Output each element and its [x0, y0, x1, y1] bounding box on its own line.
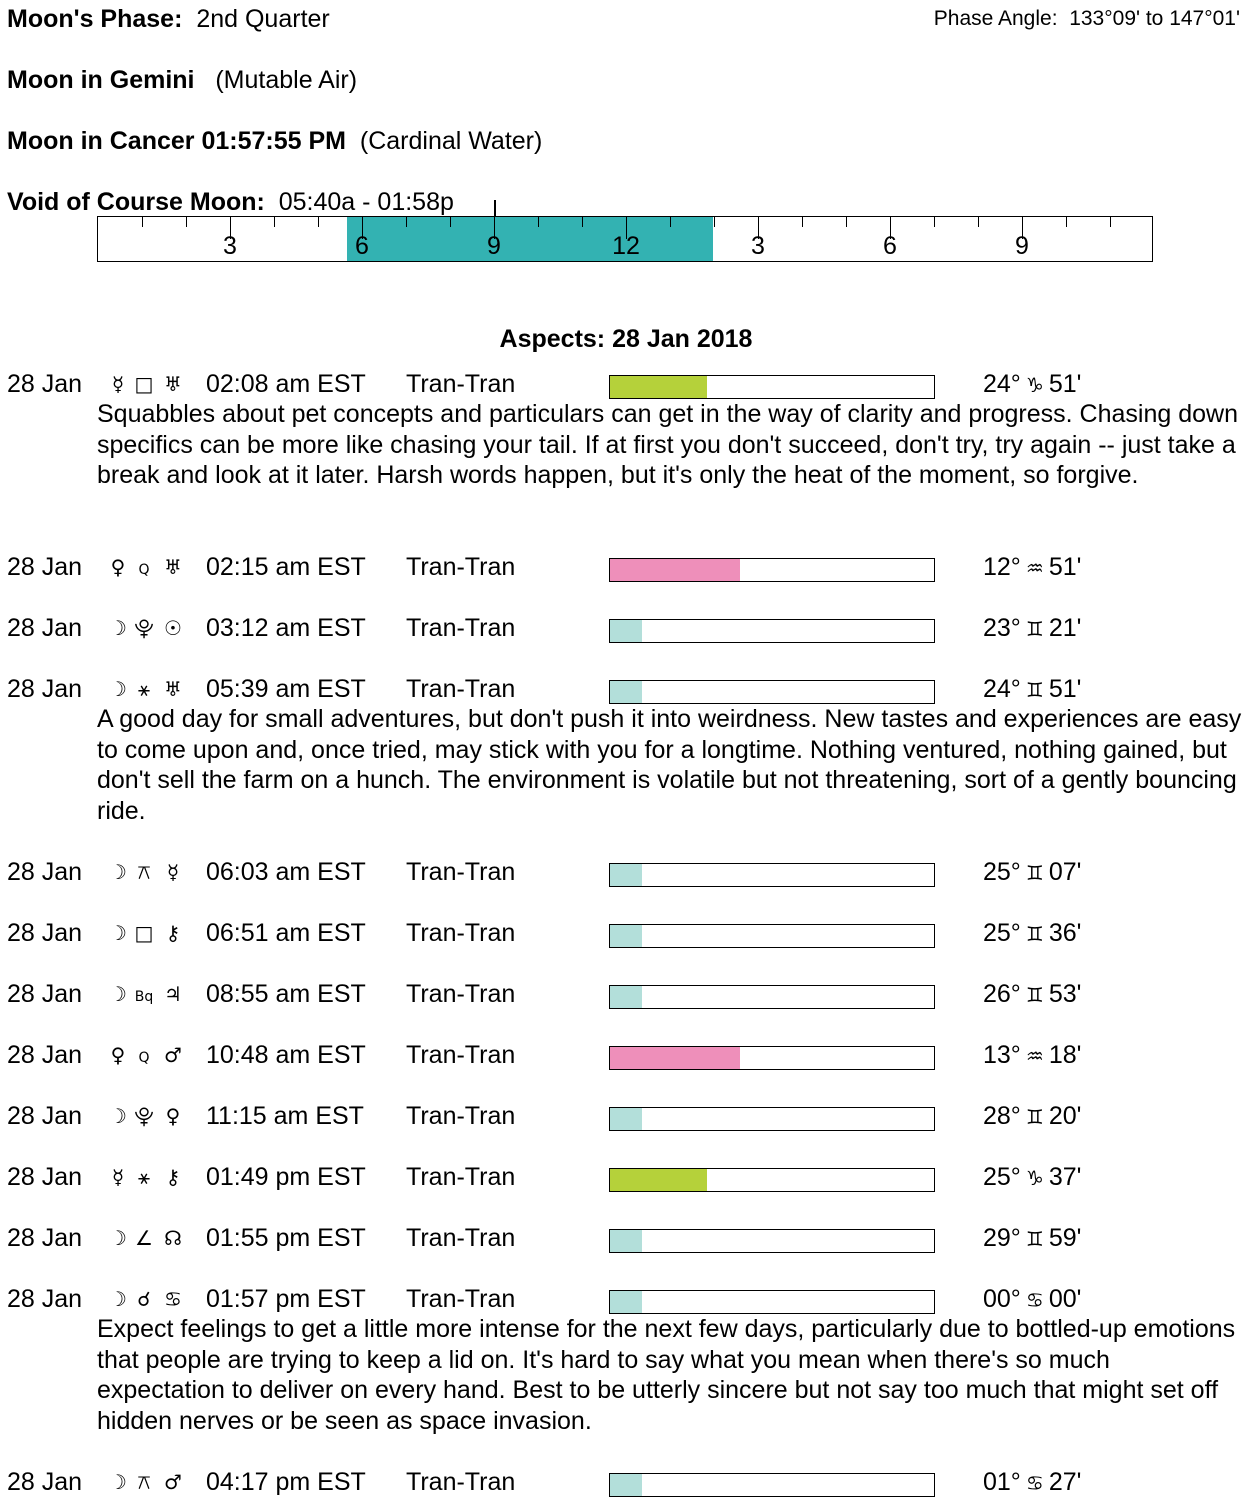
- timeline-tick: [802, 217, 803, 227]
- aspect-row: [0, 1104, 1242, 1134]
- position-minutes: 36': [1048, 919, 1082, 947]
- aspect-kind: Tran-Tran: [406, 1224, 516, 1252]
- aspect-row: [0, 921, 1242, 951]
- timeline-tick: [450, 217, 451, 227]
- aspect-type-icon: ⯓: [134, 616, 154, 640]
- position-degrees: 24°: [983, 675, 1021, 703]
- aspect-description: A good day for small adventures, but don't push it into weirdness. New tastes and experiences are easy to come upon and, once tried, may stick with you for a longtime. Nothing ventured, nothing gained, but don't sell the farm on a hunch. The environment is volatile but not threatening, sort of a gently bouncing ride.: [97, 705, 1242, 825]
- position-degrees: 13°: [983, 1041, 1021, 1069]
- aspect-type-icon: Bq: [134, 989, 154, 1005]
- aspect-time: 11:15 am EST: [206, 1102, 364, 1130]
- aspect-position: [983, 1226, 1081, 1251]
- zodiac-sign-icon: ♊: [1025, 1227, 1044, 1251]
- zodiac-sign-icon: ♊: [1025, 922, 1044, 946]
- phase-angle: [934, 8, 1240, 29]
- planet-1-icon: ☽: [109, 1287, 127, 1311]
- aspect-position: [983, 1470, 1081, 1495]
- position-minutes: 59': [1048, 1224, 1082, 1252]
- aspect-date: 28 Jan: [7, 858, 83, 886]
- position-minutes: 20': [1048, 1102, 1082, 1130]
- planet-2-icon: ⚷: [165, 921, 181, 945]
- void-of-course-value: 05:40a - 01:58p: [278, 188, 454, 216]
- aspect-row: [0, 1287, 1242, 1317]
- planet-1-icon: ☽: [109, 982, 127, 1006]
- timeline-hour-label: 9: [1015, 232, 1029, 260]
- planet-2-icon: ⚷: [165, 1165, 181, 1189]
- zodiac-sign-icon: ♑: [1025, 373, 1044, 397]
- aspect-type-icon: ⯓: [134, 1104, 154, 1128]
- zodiac-sign-icon: ♊: [1025, 983, 1044, 1007]
- timeline-tick: [406, 217, 407, 227]
- aspect-position: [983, 1043, 1081, 1068]
- aspect-glyphs: [107, 984, 187, 1004]
- zodiac-sign-icon: ♒: [1025, 1044, 1044, 1068]
- position-degrees: 12°: [983, 553, 1021, 581]
- timeline-tick: [318, 217, 319, 227]
- aspect-strength-bar: [609, 680, 935, 704]
- aspect-row: [0, 616, 1242, 646]
- aspect-position: [983, 372, 1081, 397]
- position-degrees: 24°: [983, 370, 1021, 398]
- aspect-glyphs: [107, 1167, 187, 1187]
- aspect-kind: Tran-Tran: [406, 1102, 516, 1130]
- planet-1-icon: ☿: [111, 1165, 125, 1189]
- aspect-row: [0, 1043, 1242, 1073]
- aspect-strength-bar: [609, 1229, 935, 1253]
- void-of-course-label: Void of Course Moon:: [7, 188, 265, 216]
- moon-sign-cancer-label: Moon in Cancer 01:57:55 PM: [7, 127, 346, 155]
- aspect-time: 02:15 am EST: [206, 553, 366, 581]
- aspect-strength-fill: [610, 1474, 642, 1496]
- aspect-strength-fill: [610, 1230, 642, 1252]
- aspect-strength-fill: [610, 1047, 740, 1069]
- position-minutes: 21': [1048, 614, 1082, 642]
- timeline-tick: [186, 217, 187, 227]
- aspect-type-icon: ⚻: [137, 1470, 151, 1494]
- timeline-tick: [978, 217, 979, 227]
- timeline-hour-label: 12: [612, 232, 640, 260]
- aspect-time: 01:57 pm EST: [206, 1285, 366, 1313]
- planet-2-icon: ♋: [164, 1287, 182, 1311]
- planet-1-icon: ☽: [109, 677, 127, 701]
- aspect-strength-fill: [610, 986, 642, 1008]
- timeline-tick: [1066, 217, 1067, 227]
- aspect-strength-fill: [610, 681, 642, 703]
- aspect-row: [0, 860, 1242, 890]
- aspect-kind: Tran-Tran: [406, 1163, 516, 1191]
- timeline-hour-label: 9: [487, 232, 501, 260]
- aspect-kind: Tran-Tran: [406, 858, 516, 886]
- moon-phase-label: Moon's Phase:: [7, 5, 183, 33]
- aspect-row: [0, 1470, 1242, 1500]
- aspect-strength-bar: [609, 924, 935, 948]
- timeline-hour-label: 3: [223, 232, 237, 260]
- planet-1-icon: ☽: [109, 616, 127, 640]
- aspect-glyphs: [107, 1045, 187, 1065]
- zodiac-sign-icon: ♊: [1025, 678, 1044, 702]
- moon-sign-gemini: [7, 68, 357, 93]
- timeline-tick: [1110, 217, 1111, 227]
- aspect-strength-fill: [610, 1169, 707, 1191]
- aspect-type-icon: Q: [138, 562, 150, 578]
- aspect-date: 28 Jan: [7, 1468, 83, 1496]
- planet-1-icon: ♀: [110, 555, 126, 579]
- moon-sign-gemini-element: (Mutable Air): [215, 66, 358, 94]
- timeline-hour-label: 6: [883, 232, 897, 260]
- planet-2-icon: ♃: [164, 982, 182, 1006]
- planet-2-icon: ☊: [164, 1226, 182, 1250]
- planet-1-icon: ☽: [109, 1470, 127, 1494]
- aspect-description: Expect feelings to get a little more intense for the next few days, particularly due to bottled-up emotions that people are trying to keep a lid on. It's hard to say what you mean when there's so much expectation to deliver on every hand. Best to be utterly sincere but not say too much that might set off hidden nerves or be seen as space invasion.: [97, 1315, 1236, 1435]
- aspect-kind: Tran-Tran: [406, 980, 516, 1008]
- timeline-tick: [714, 217, 715, 227]
- aspect-glyphs: [107, 923, 187, 943]
- timeline-tick: [670, 217, 671, 227]
- aspects-title: Aspects: 28 Jan 2018: [499, 325, 753, 353]
- phase-angle-value: 133°09' to 147°01': [1069, 7, 1240, 30]
- position-degrees: 01°: [983, 1468, 1021, 1496]
- aspect-glyphs: [107, 862, 187, 882]
- planet-2-icon: ♂: [164, 1470, 182, 1494]
- aspect-strength-bar: [609, 863, 935, 887]
- zodiac-sign-icon: ♊: [1025, 1105, 1044, 1129]
- aspect-type-icon: Q: [138, 1050, 150, 1066]
- position-degrees: 29°: [983, 1224, 1021, 1252]
- aspect-strength-bar: [609, 1107, 935, 1131]
- aspect-position: [983, 677, 1081, 702]
- aspect-date: 28 Jan: [7, 1041, 83, 1069]
- aspect-position: [983, 555, 1081, 580]
- aspect-strength-bar: [609, 1168, 935, 1192]
- position-degrees: 25°: [983, 919, 1021, 947]
- aspect-kind: Tran-Tran: [406, 919, 516, 947]
- timeline-tick: [274, 217, 275, 227]
- aspect-date: 28 Jan: [7, 1285, 83, 1313]
- position-degrees: 23°: [983, 614, 1021, 642]
- phase-angle-label: Phase Angle:: [933, 7, 1058, 30]
- aspect-kind: Tran-Tran: [406, 370, 516, 398]
- planet-2-icon: ♅: [164, 372, 182, 396]
- moon-sign-cancer-element: (Cardinal Water): [359, 127, 543, 155]
- aspect-strength-fill: [610, 1291, 642, 1313]
- aspect-time: 06:51 am EST: [206, 919, 366, 947]
- moon-sign-cancer: [7, 129, 542, 154]
- timeline-tick: [582, 217, 583, 227]
- aspect-strength-bar: [609, 619, 935, 643]
- timeline-tick: [538, 217, 539, 227]
- aspect-type-icon: ⚹: [138, 677, 150, 701]
- zodiac-sign-icon: ♑: [1025, 1166, 1044, 1190]
- aspect-row: [0, 372, 1242, 402]
- aspect-strength-fill: [610, 559, 740, 581]
- planet-2-icon: ♂: [164, 1043, 182, 1067]
- aspect-glyphs: [107, 374, 187, 394]
- aspect-glyphs: [107, 1106, 187, 1126]
- zodiac-sign-icon: ♒: [1025, 556, 1044, 580]
- aspect-kind: Tran-Tran: [406, 675, 516, 703]
- aspect-type-icon: □: [134, 372, 154, 396]
- position-degrees: 26°: [983, 980, 1021, 1008]
- position-degrees: 00°: [983, 1285, 1021, 1313]
- aspect-strength-bar: [609, 1046, 935, 1070]
- position-minutes: 18': [1048, 1041, 1082, 1069]
- planet-1-icon: ☽: [109, 1104, 127, 1128]
- aspect-row: [0, 555, 1242, 585]
- aspect-description: Squabbles about pet concepts and particulars can get in the way of clarity and progress. Chasing down specifics can be more like chasing your tail. If at first you don't succeed, don't try, try again -- just take a break and look at it later. Harsh words happen, but it's only the heat of the moment, so forgive.: [97, 400, 1238, 489]
- position-minutes: 00': [1048, 1285, 1082, 1313]
- aspect-strength-bar: [609, 1473, 935, 1497]
- void-of-course: [7, 190, 454, 215]
- aspect-type-icon: ∠: [135, 1226, 153, 1250]
- aspect-strength-fill: [610, 376, 707, 398]
- aspect-kind: Tran-Tran: [406, 1041, 516, 1069]
- aspect-row: [0, 677, 1242, 707]
- position-minutes: 27': [1048, 1468, 1082, 1496]
- position-degrees: 28°: [983, 1102, 1021, 1130]
- aspect-time: 01:49 pm EST: [206, 1163, 366, 1191]
- position-degrees: 25°: [983, 858, 1021, 886]
- aspect-time: 05:39 am EST: [206, 675, 366, 703]
- moon-phase: [7, 7, 330, 32]
- aspect-date: 28 Jan: [7, 553, 83, 581]
- aspect-time: 02:08 am EST: [206, 370, 366, 398]
- aspect-glyphs: [107, 1289, 187, 1309]
- moon-phase-value: 2nd Quarter: [196, 5, 330, 33]
- aspect-date: 28 Jan: [7, 919, 83, 947]
- aspect-strength-fill: [610, 925, 642, 947]
- aspect-time: 03:12 am EST: [206, 614, 366, 642]
- aspect-strength-bar: [609, 558, 935, 582]
- aspect-time: 06:03 am EST: [206, 858, 366, 886]
- aspect-kind: Tran-Tran: [406, 614, 516, 642]
- aspect-date: 28 Jan: [7, 614, 83, 642]
- zodiac-sign-icon: ♋: [1025, 1471, 1044, 1495]
- aspect-date: 28 Jan: [7, 1102, 83, 1130]
- aspect-time: 08:55 am EST: [206, 980, 366, 1008]
- aspect-kind: Tran-Tran: [406, 1468, 516, 1496]
- aspect-kind: Tran-Tran: [406, 553, 516, 581]
- aspect-row: [0, 982, 1242, 1012]
- planet-2-icon: ♀: [165, 1104, 181, 1128]
- planet-1-icon: ♀: [110, 1043, 126, 1067]
- position-minutes: 07': [1048, 858, 1082, 886]
- position-minutes: 51': [1048, 553, 1082, 581]
- aspect-type-icon: ⚹: [138, 1165, 150, 1189]
- aspect-date: 28 Jan: [7, 980, 83, 1008]
- timeline-hour-label: 3: [751, 232, 765, 260]
- aspect-glyphs: [107, 618, 187, 638]
- aspect-type-icon: ☌: [137, 1287, 151, 1311]
- aspect-strength-fill: [610, 864, 642, 886]
- aspect-position: [983, 1104, 1081, 1129]
- aspect-type-icon: □: [134, 921, 154, 945]
- aspect-date: 28 Jan: [7, 1163, 83, 1191]
- aspect-glyphs: [107, 679, 187, 699]
- timeline-tick: [934, 217, 935, 227]
- position-degrees: 25°: [983, 1163, 1021, 1191]
- aspect-position: [983, 982, 1081, 1007]
- aspect-position: [983, 921, 1081, 946]
- moon-sign-gemini-label: Moon in Gemini: [7, 66, 195, 94]
- planet-2-icon: ☿: [166, 860, 180, 884]
- position-minutes: 51': [1048, 675, 1082, 703]
- aspect-date: 28 Jan: [7, 370, 83, 398]
- planet-2-icon: ☉: [164, 616, 182, 640]
- zodiac-sign-icon: ♊: [1025, 861, 1044, 885]
- position-minutes: 37': [1048, 1163, 1082, 1191]
- planet-1-icon: ☽: [109, 860, 127, 884]
- aspect-kind: Tran-Tran: [406, 1285, 516, 1313]
- aspect-position: [983, 616, 1081, 641]
- aspect-type-icon: ⚻: [137, 860, 151, 884]
- aspect-date: 28 Jan: [7, 1224, 83, 1252]
- zodiac-sign-icon: ♊: [1025, 617, 1044, 641]
- aspect-time: 04:17 pm EST: [206, 1468, 366, 1496]
- void-start-marker: [494, 200, 496, 216]
- aspect-strength-bar: [609, 985, 935, 1009]
- planet-1-icon: ☽: [109, 1226, 127, 1250]
- aspect-strength-fill: [610, 1108, 642, 1130]
- zodiac-sign-icon: ♋: [1025, 1288, 1044, 1312]
- void-of-course-timeline: [97, 216, 1153, 262]
- timeline-tick: [142, 217, 143, 227]
- aspect-strength-bar: [609, 375, 935, 399]
- planet-1-icon: ☽: [109, 921, 127, 945]
- aspect-time: 10:48 am EST: [206, 1041, 366, 1069]
- aspect-position: [983, 1165, 1081, 1190]
- aspect-date: 28 Jan: [7, 675, 83, 703]
- aspect-row: [0, 1226, 1242, 1256]
- aspect-position: [983, 1287, 1081, 1312]
- aspect-strength-fill: [610, 620, 642, 642]
- aspect-glyphs: [107, 557, 187, 577]
- timeline-tick: [846, 217, 847, 227]
- aspect-glyphs: [107, 1228, 187, 1248]
- aspect-strength-bar: [609, 1290, 935, 1314]
- aspect-time: 01:55 pm EST: [206, 1224, 366, 1252]
- planet-2-icon: ♅: [164, 677, 182, 701]
- aspect-row: [0, 1165, 1242, 1195]
- planet-1-icon: ☿: [111, 372, 125, 396]
- aspect-position: [983, 860, 1081, 885]
- position-minutes: 53': [1048, 980, 1082, 1008]
- position-minutes: 51': [1048, 370, 1082, 398]
- void-period-bar: [347, 217, 712, 261]
- planet-2-icon: ♅: [164, 555, 182, 579]
- aspect-glyphs: [107, 1472, 187, 1492]
- timeline-hour-label: 6: [355, 232, 369, 260]
